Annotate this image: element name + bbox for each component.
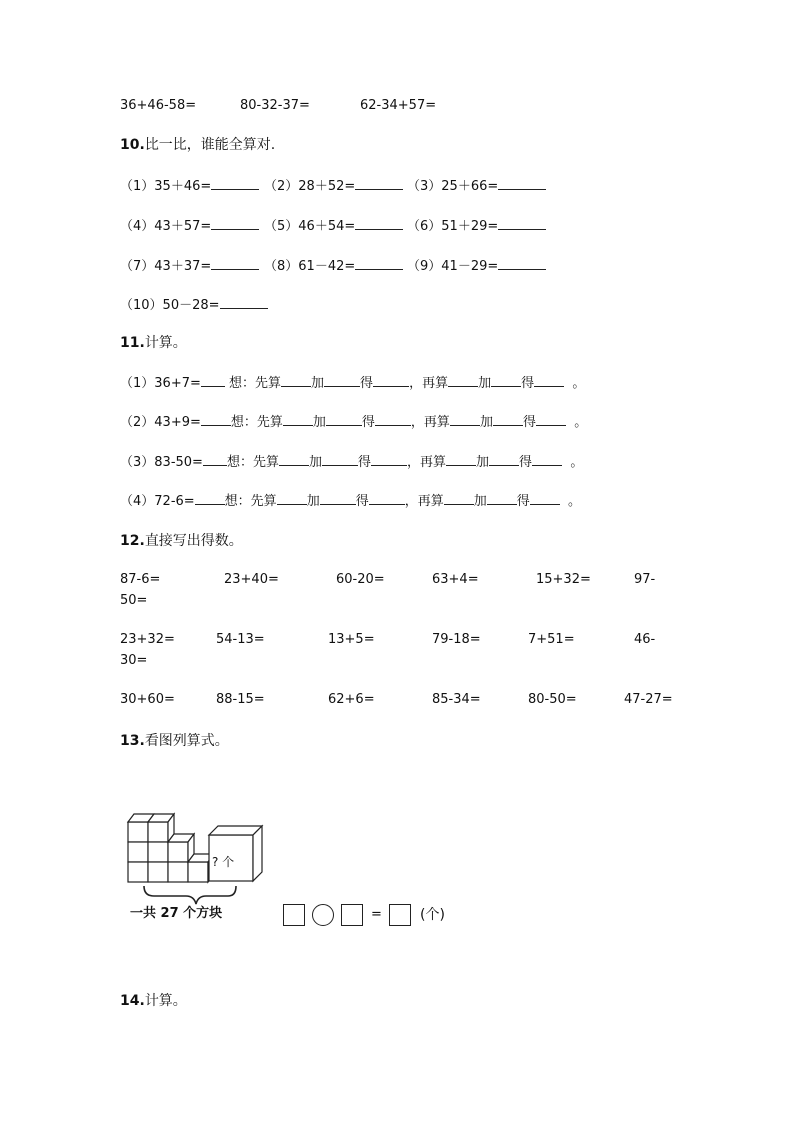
q12-r3-c5: 80-50=	[528, 692, 577, 707]
q12-r3-c1: 30+60=	[120, 692, 175, 707]
q10-item-2: （2）28＋52=	[264, 177, 403, 195]
expr-top-2: 80-32-37=	[240, 98, 310, 113]
q12-r2-c6: 46-	[634, 632, 656, 647]
q12-r1-wrap: 50=	[120, 593, 148, 608]
question-12-heading	[120, 533, 243, 549]
q12-r1-c3: 60-20=	[336, 572, 385, 587]
operator-circle[interactable]	[312, 904, 334, 926]
q12-r3-c6: 47-27=	[624, 692, 673, 707]
q12-r2-wrap: 30=	[120, 653, 148, 668]
q12-r2-c1: 23+32=	[120, 632, 175, 647]
cube-figure	[124, 808, 274, 932]
q12-r2-c2: 54-13=	[216, 632, 265, 647]
q12-r2-c4: 79-18=	[432, 632, 481, 647]
question-title: 直接写出得数。	[144, 533, 243, 549]
q12-r3-c2: 88-15=	[216, 692, 265, 707]
q12-r3-c3: 62+6=	[328, 692, 375, 707]
question-title: 计算。	[144, 993, 187, 1009]
cube-question-label: ? 个	[212, 855, 235, 869]
question-number: 12.	[120, 533, 145, 549]
question-14-heading	[120, 993, 187, 1009]
expr-top-1: 36+46-58=	[120, 98, 197, 113]
question-10-heading	[120, 137, 275, 153]
q12-r1-c1: 87-6=	[120, 572, 161, 587]
question-title: 比一比，谁能全算对.	[144, 137, 276, 153]
q10-item-10: （10）50－28=	[120, 296, 268, 314]
q11-row-1: （1）36+7= 想：先算 加 得 ，再算 加 得 。	[120, 376, 586, 391]
q12-r2-c3: 13+5=	[328, 632, 375, 647]
question-title: 计算。	[144, 335, 187, 351]
question-13-heading	[120, 733, 229, 749]
question-number: 10.	[120, 137, 145, 153]
q10-item-4: （4）43＋57=	[120, 217, 259, 235]
q11-row-2: （2）43+9= 想：先算 加 得 ，再算 加 得 。	[120, 415, 588, 430]
equals-sign: =	[371, 907, 382, 922]
q10-item-6: （6）51＋29=	[407, 217, 546, 235]
q12-r1-c5: 15+32=	[536, 572, 591, 587]
q10-item-9: （9）41－29=	[407, 257, 546, 275]
q12-r1-c4: 63+4=	[432, 572, 479, 587]
question-11-heading	[120, 335, 187, 351]
q12-r1-c2: 23+40=	[224, 572, 279, 587]
question-number: 14.	[120, 993, 145, 1009]
question-title: 看图列算式。	[144, 733, 229, 749]
total-cubes-label: 一共 27 个方块	[130, 906, 223, 921]
q11-row-4: （4）72-6= 想：先算 加 得 ，再算 加 得 。	[120, 494, 582, 509]
question-number: 13.	[120, 733, 145, 749]
expr-top-3: 62-34+57=	[360, 98, 437, 113]
q10-item-1: （1）35＋46=	[120, 177, 259, 195]
q10-item-8: （8）61－42=	[264, 257, 403, 275]
q10-item-3: （3）25＋66=	[407, 177, 546, 195]
unit-label: (个)	[420, 907, 445, 923]
answer-box-1[interactable]	[283, 904, 305, 926]
q12-r3-c4: 85-34=	[432, 692, 481, 707]
answer-box-result[interactable]	[389, 904, 411, 926]
q12-r1-c6: 97-	[634, 572, 656, 587]
question-number: 11.	[120, 335, 145, 351]
q10-item-5: （5）46＋54=	[264, 217, 403, 235]
answer-box-2[interactable]	[341, 904, 363, 926]
q12-r2-c5: 7+51=	[528, 632, 575, 647]
q11-row-3: （3）83-50= 想：先算 加 得 ，再算 加 得 。	[120, 455, 584, 470]
q10-item-7: （7）43＋37=	[120, 257, 259, 275]
